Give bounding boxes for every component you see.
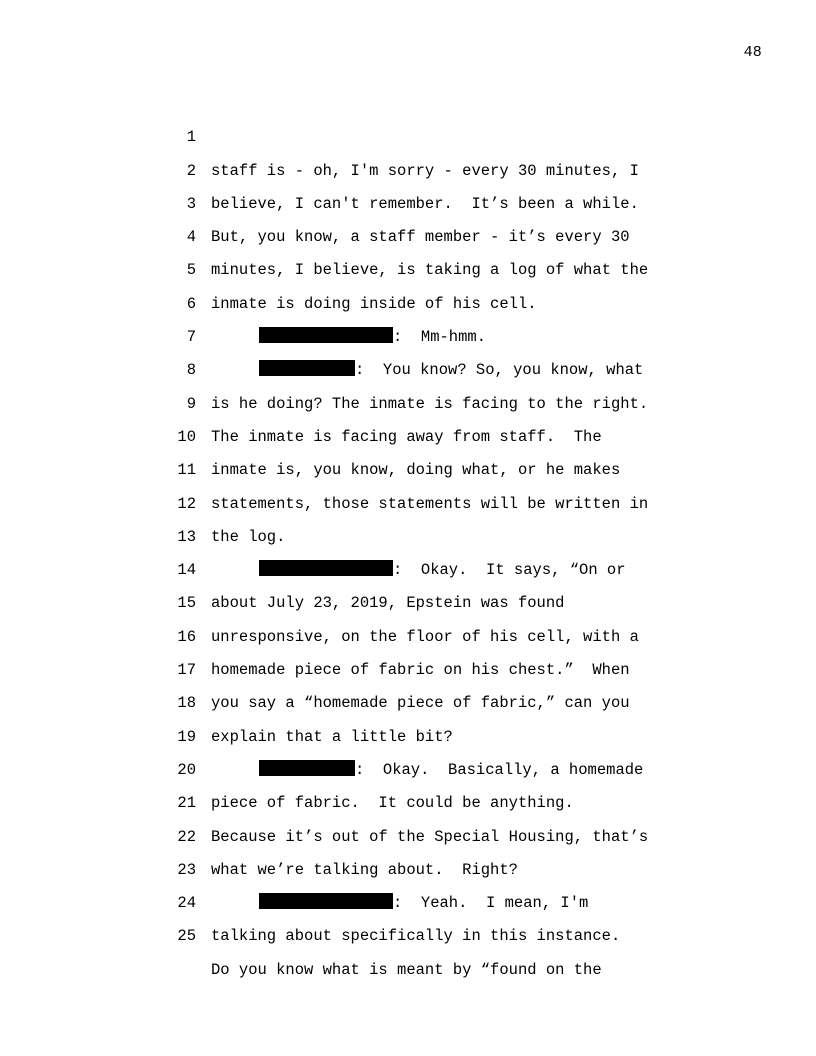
line-text: But, you know, a staff member - it’s every 30 <box>211 228 630 247</box>
line-number: 18 <box>177 694 196 713</box>
line-number: 25 <box>177 927 196 946</box>
line-number: 20 <box>177 760 196 779</box>
line-text: statements, those statements will be written in <box>211 494 649 513</box>
transcript-body <box>0 88 816 979</box>
line-text: unresponsive, on the floor of his cell, with a <box>211 627 639 646</box>
line-text: staff is - oh, I'm sorry - every 30 minutes, I <box>211 161 639 180</box>
line-text: is he doing? The inmate is facing to the right. <box>211 394 649 413</box>
line-number: 24 <box>177 894 196 913</box>
speech-text: : Okay. It says, “On or <box>393 561 626 580</box>
line-text: you say a “homemade piece of fabric,” can you <box>211 694 630 713</box>
line-number: 21 <box>177 794 196 813</box>
line-text: explain that a little bit? <box>211 727 453 746</box>
line-number: 22 <box>177 827 196 846</box>
line-number: 23 <box>177 860 196 879</box>
line-text: minutes, I believe, is taking a log of what the <box>211 261 649 280</box>
line-number: 19 <box>177 727 196 746</box>
line-number: 15 <box>177 594 196 613</box>
line-text: piece of fabric. It could be anything. <box>211 794 574 813</box>
line-number: 8 <box>186 361 196 380</box>
line-number: 6 <box>186 294 196 313</box>
line-number: 12 <box>177 494 196 513</box>
line-text: Because it’s out of the Special Housing, that’s <box>211 827 649 846</box>
line-number: 3 <box>186 194 196 213</box>
speech-text: : Mm-hmm. <box>393 328 487 347</box>
line-text: believe, I can't remember. It’s been a while. <box>211 194 639 213</box>
transcript-line <box>0 88 816 180</box>
line-number: 10 <box>177 427 196 446</box>
line-number: 13 <box>177 527 196 546</box>
line-text: The inmate is facing away from staff. The <box>211 427 602 446</box>
line-text: inmate is, you know, doing what, or he makes <box>211 461 621 480</box>
speech-text: : You know? So, you know, what <box>355 361 644 380</box>
line-text: talking about specifically in this instance. <box>211 927 621 946</box>
line-number: 1 <box>186 128 196 147</box>
line-number: 17 <box>177 661 196 680</box>
line-number: 9 <box>186 394 196 413</box>
page-number: 48 <box>743 44 762 61</box>
line-number: 14 <box>177 561 196 580</box>
line-number: 5 <box>186 261 196 280</box>
line-text: the log. <box>211 527 286 546</box>
line-number: 11 <box>177 461 196 480</box>
line-number: 4 <box>186 228 196 247</box>
line-number: 2 <box>186 161 196 180</box>
line-text: homemade piece of fabric on his chest.” When <box>211 661 630 680</box>
line-number: 16 <box>177 627 196 646</box>
line-text: Do you know what is meant by “found on the <box>211 960 602 979</box>
line-text: what we’re talking about. Right? <box>211 860 518 879</box>
line-number: 7 <box>186 328 196 347</box>
speech-text: : Yeah. I mean, I'm <box>393 894 589 913</box>
line-text: inmate is doing inside of his cell. <box>211 294 537 313</box>
speech-text: : Okay. Basically, a homemade <box>355 760 644 779</box>
line-text: about July 23, 2019, Epstein was found <box>211 594 565 613</box>
